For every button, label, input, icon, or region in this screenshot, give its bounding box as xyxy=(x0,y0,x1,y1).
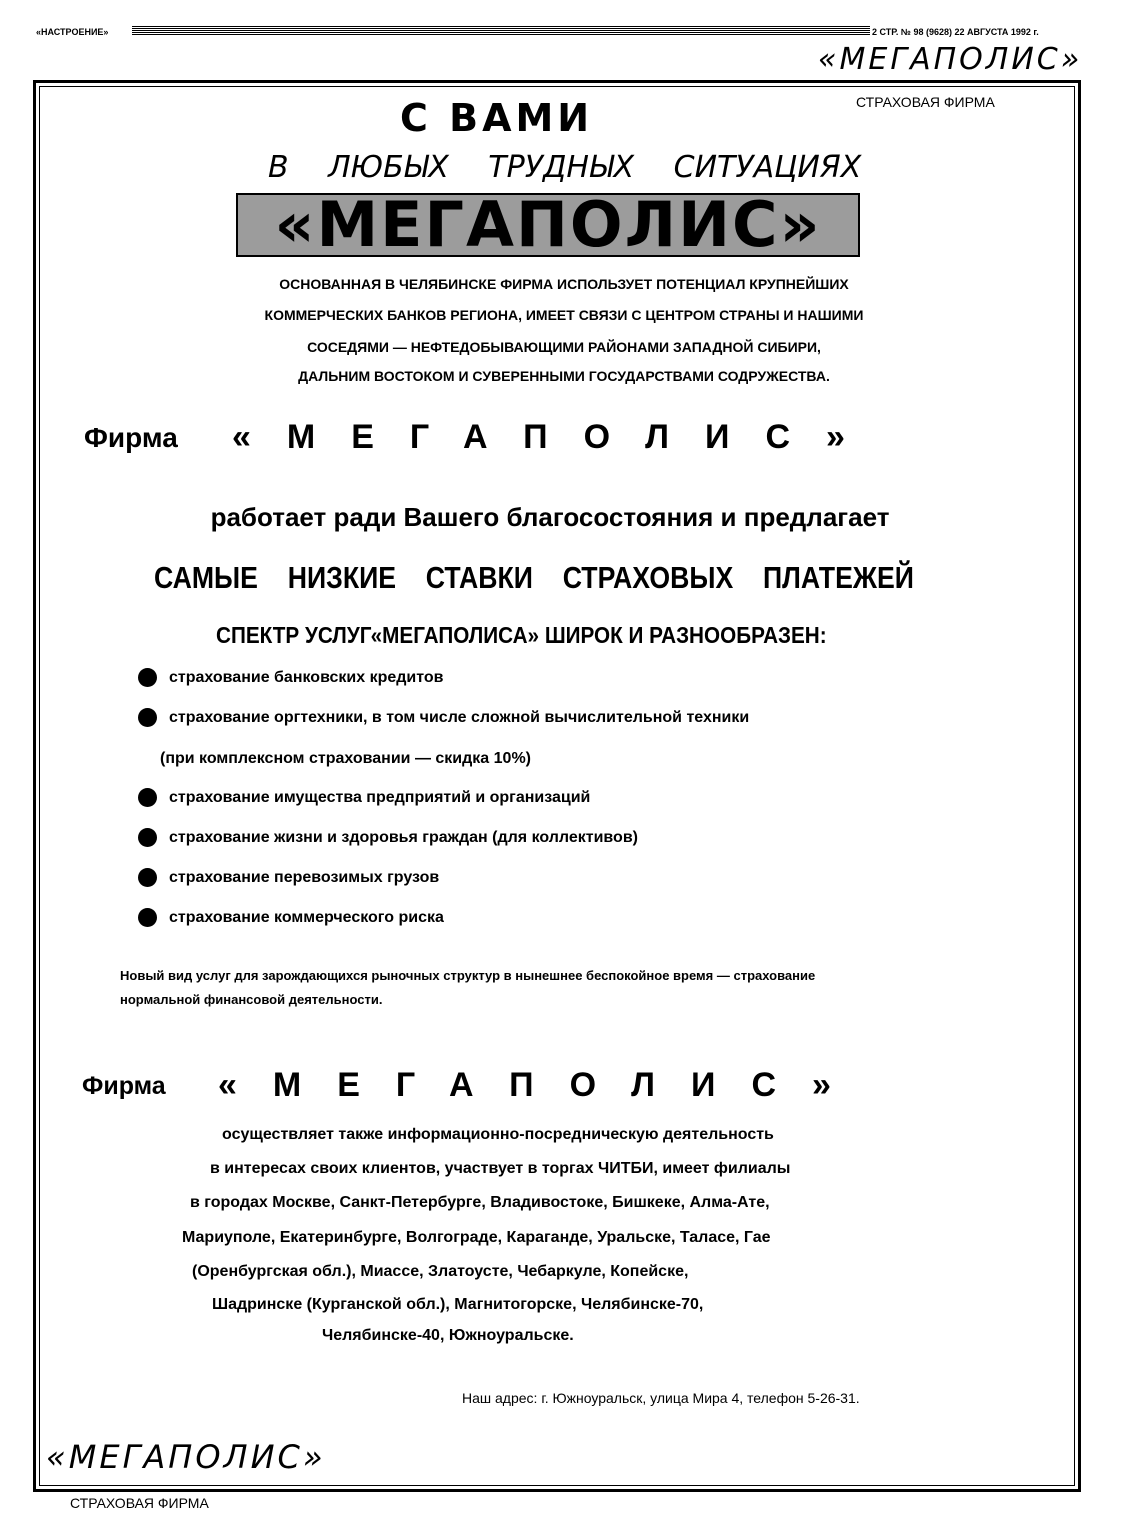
logo-text: «МЕГАПОЛИС» xyxy=(274,188,822,261)
firm-label: Фирма xyxy=(82,1072,166,1100)
intro-line: СОСЕДЯМИ — НЕФТЕДОБЫВАЮЩИМИ РАЙОНАМИ ЗАПАДНОЙ СИБИРИ, xyxy=(307,339,821,355)
bullet-icon xyxy=(138,708,157,727)
firm-type-bottom: СТРАХОВАЯ ФИРМА xyxy=(70,1495,209,1511)
intro-line: ОСНОВАННАЯ В ЧЕЛЯБИНСКЕ ФИРМА ИСПОЛЬЗУЕТ ПОТЕНЦИАЛ КРУПНЕЙШИХ xyxy=(279,276,849,292)
bullet-icon xyxy=(138,788,157,807)
firm-label: Фирма xyxy=(84,422,178,453)
firm-name-spaced: «МЕГАПОЛИС» xyxy=(232,418,881,456)
service-note: (при комплексном страховании — скидка 10%) xyxy=(160,750,531,767)
bullet-icon xyxy=(138,868,157,887)
new-service-text: Новый вид услуг для зарождающихся рыночных структур в нынешнее беспокойное время — страхование xyxy=(120,968,816,983)
lowest-rates-heading: САМЫЕ НИЗКИЕ СТАВКИ СТРАХОВЫХ ПЛАТЕЖЕЙ xyxy=(154,560,914,595)
list-item: страхование имущества предприятий и организаций xyxy=(138,788,590,807)
info-line: Челябинске-40, Южноуральске. xyxy=(322,1327,574,1344)
intro-line: КОММЕРЧЕСКИХ БАНКОВ РЕГИОНА, ИМЕЕТ СВЯЗИ С ЦЕНТРОМ СТРАНЫ И НАШИМИ xyxy=(264,307,864,323)
new-service-text: нормальной финансовой деятельности. xyxy=(120,992,383,1007)
headline-line-2: В ЛЮБЫХ ТРУДНЫХ СИТУАЦИЯХ xyxy=(268,150,862,185)
headline-line-1: С ВАМИ xyxy=(400,96,594,140)
info-line: осуществляет также информационно-посредническую деятельность xyxy=(222,1126,774,1143)
info-line: в городах Москве, Санкт-Петербурге, Владивостоке, Бишкеке, Алма-Ате, xyxy=(190,1194,770,1211)
issue-info: 2 СТР. № 98 (9628) 22 АВГУСТА 1992 г. xyxy=(872,27,1039,37)
info-line: (Оренбургская обл.), Миассе, Златоусте, Чебаркуле, Копейске, xyxy=(192,1263,689,1280)
firm-type-top: СТРАХОВАЯ ФИРМА xyxy=(856,94,995,110)
intro-line: ДАЛЬНИМ ВОСТОКОМ И СУВЕРЕННЫМИ ГОСУДАРСТВАМИ СОДРУЖЕСТВА. xyxy=(298,368,830,384)
list-item: страхование жизни и здоровья граждан (для коллективов) xyxy=(138,828,638,847)
firm-name-spaced: «МЕГАПОЛИС» xyxy=(218,1066,867,1104)
bullet-icon xyxy=(138,828,157,847)
newspaper-section-label: «НАСТРОЕНИЕ» xyxy=(36,27,109,37)
address: Наш адрес: г. Южноуральск, улица Мира 4, телефон 5-26-31. xyxy=(462,1390,860,1406)
list-item: страхование банковских кредитов xyxy=(138,668,444,687)
brand-name-top: «МЕГАПОЛИС» xyxy=(818,42,1083,77)
info-line: Мариуполе, Екатеринбурге, Волгограде, Караганде, Уральске, Таласе, Гае xyxy=(182,1229,771,1246)
brand-name-bottom: «МЕГАПОЛИС» xyxy=(46,1438,326,1476)
bullet-icon xyxy=(138,908,157,927)
works-line: работает ради Вашего благосостояния и предлагает xyxy=(210,502,890,532)
info-line: в интересах своих клиентов, участвует в торгах ЧИТБИ, имеет филиалы xyxy=(210,1160,791,1177)
spectrum-heading: СПЕКТР УСЛУГ«МЕГАПОЛИСА» ШИРОК И РАЗНООБРАЗЕН: xyxy=(216,622,827,648)
header-rule xyxy=(132,26,870,36)
list-item: страхование коммерческого риска xyxy=(138,908,444,927)
info-line: Шадринске (Курганской обл.), Магнитогорске, Челябинске-70, xyxy=(212,1296,704,1313)
bullet-icon xyxy=(138,668,157,687)
list-item: страхование перевозимых грузов xyxy=(138,868,439,887)
list-item: страхование оргтехники, в том числе сложной вычислительной техники xyxy=(138,708,749,727)
